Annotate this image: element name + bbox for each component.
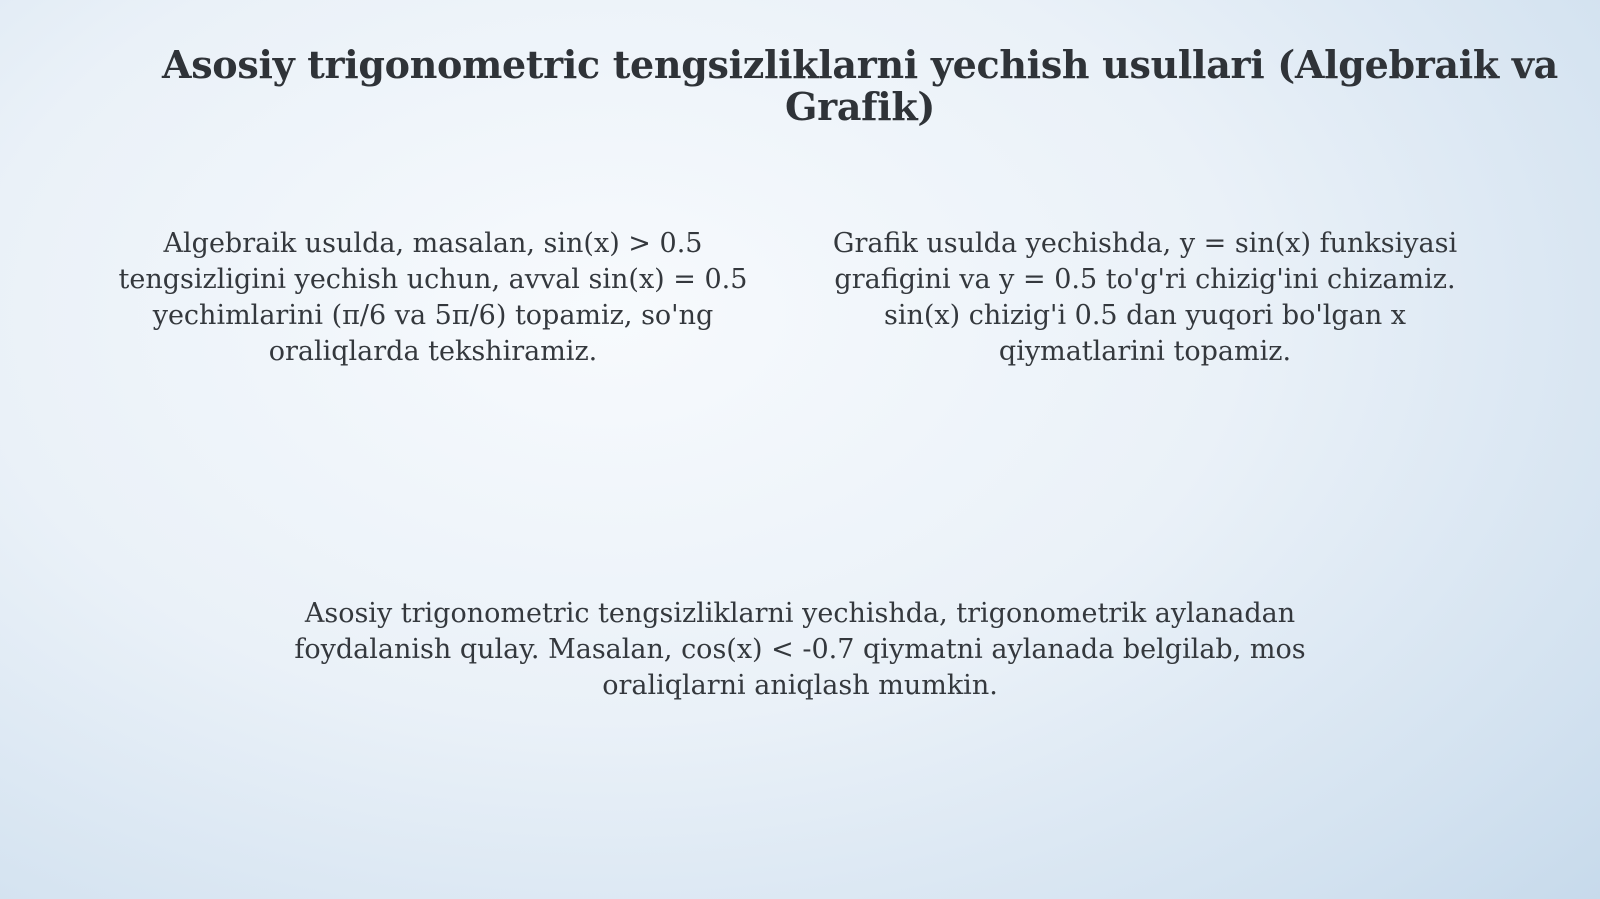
graphical-method-paragraph: Grafik usulda yechishda, y = sin(x) funksiyasi grafigini va y = 0.5 to'g'ri chizig'ini chizamiz. sin(x) chizig'i 0.5 dan yuqori bo'lgan x qiymatlarini topamiz. (832, 228, 1458, 367)
slide-title: Asosiy trigonometric tengsizliklarni yechish usullari (Algebraik va Grafik) (162, 42, 1558, 129)
algebraic-method-paragraph: Algebraik usulda, masalan, sin(x) > 0.5 tengsizligini yechish uchun, avval sin(x) = 0.5 yechimlarini (π/6 va 5π/6) topamiz, so'ng oraliqlarda tekshiramiz. (118, 228, 748, 367)
unit-circle-paragraph: Asosiy trigonometric tengsizliklarni yechishda, trigonometrik aylanadan foydalanish qulay. Masalan, cos(x) < -0.7 qiymatni aylanada belgilab, mos oraliqlarni aniqlash mumkin. (294, 598, 1306, 701)
